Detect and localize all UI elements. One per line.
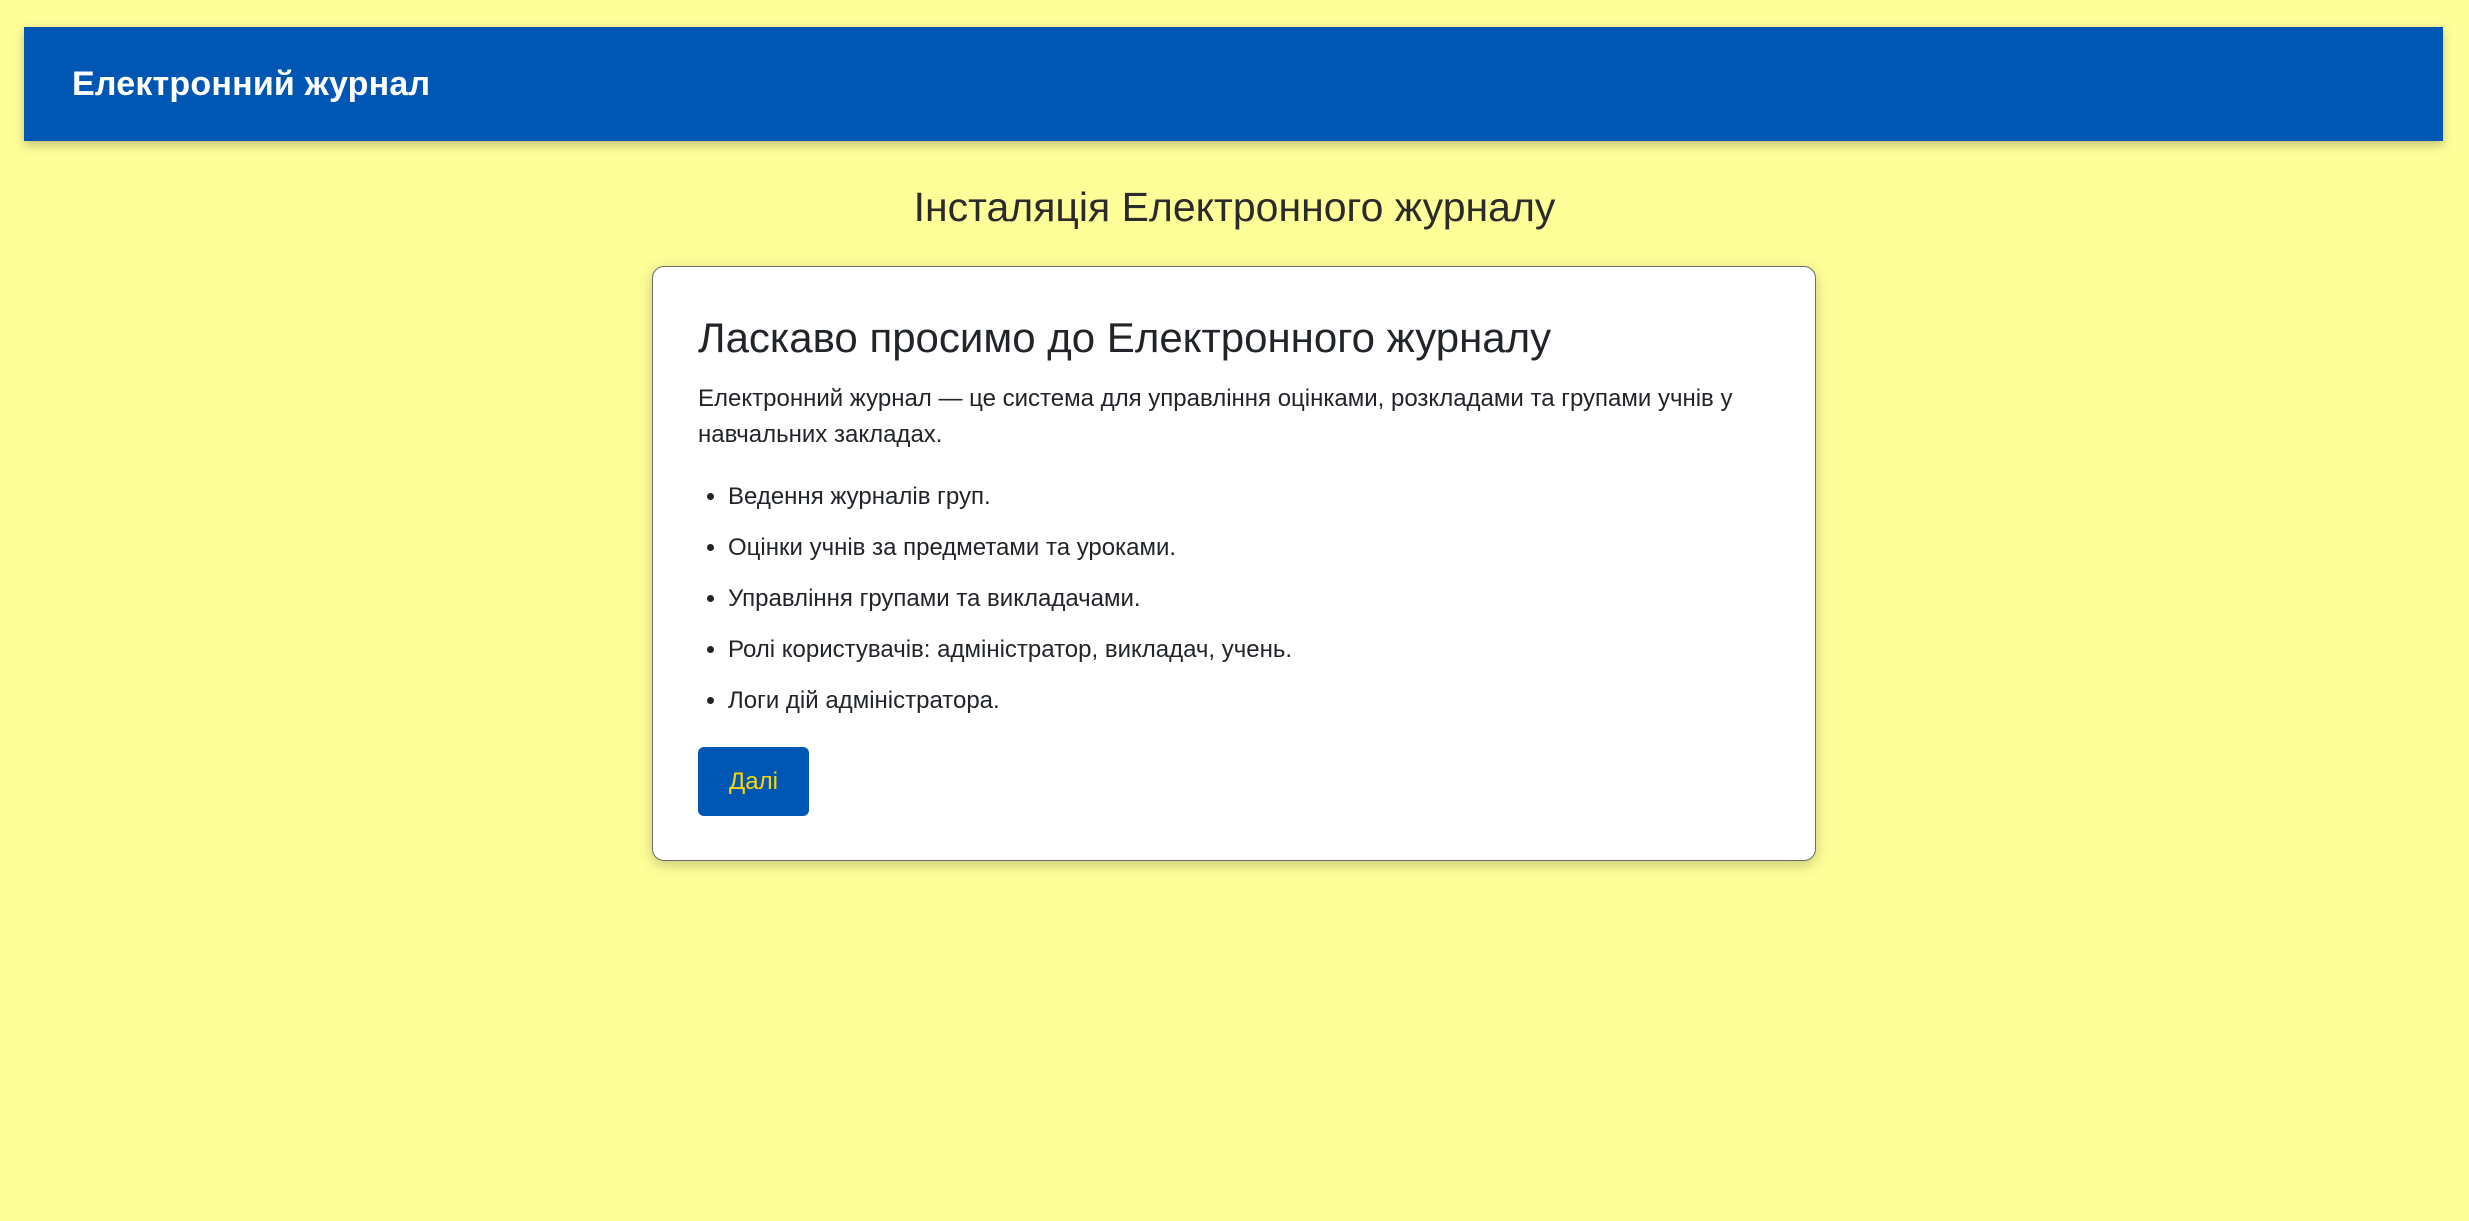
feature-item: • Управління групами та викладачами. — [728, 581, 1770, 617]
feature-item: • Ролі користувачів: адміністратор, викладач, учень. — [728, 632, 1770, 668]
brand-link[interactable]: Електронний журнал — [72, 64, 431, 103]
feature-item: • Оцінки учнів за предметами та уроками. — [728, 530, 1770, 566]
top-navbar — [24, 27, 2443, 141]
card-description: Електронний журнал — це система для управління оцінками, розкладами та групами учнів у навчальних закладах. — [698, 385, 1733, 449]
feature-item: • Ведення журналів груп. — [728, 479, 1770, 515]
welcome-card — [652, 266, 1816, 861]
card-title: Ласкаво просимо до Електронного журналу — [698, 314, 1552, 361]
feature-item: • Логи дій адміністратора. — [728, 683, 1770, 719]
feature-list — [698, 479, 1770, 719]
page-title: Інсталяція Електронного журналу — [913, 184, 1556, 230]
next-button[interactable]: Далі — [698, 747, 809, 816]
